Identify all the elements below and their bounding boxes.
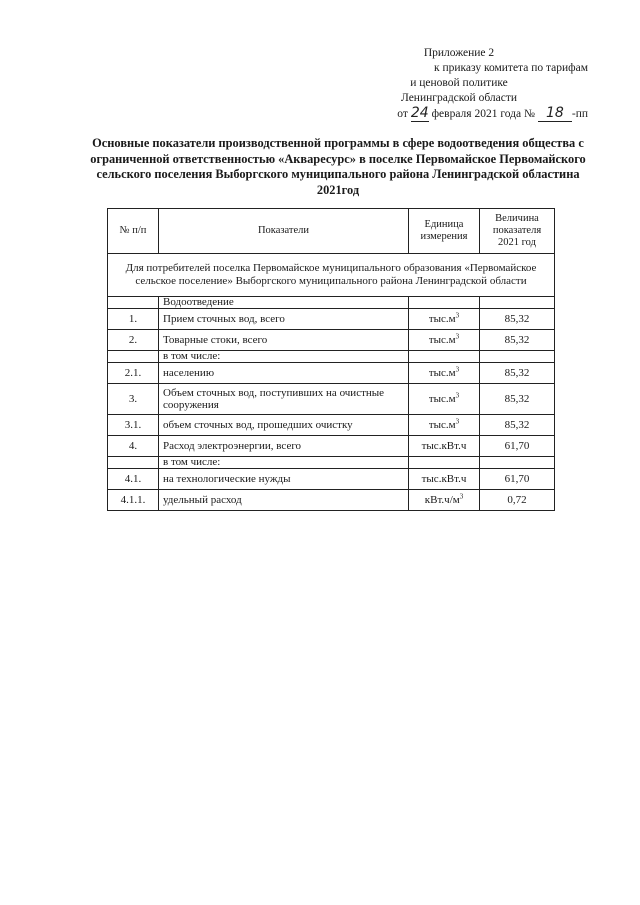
cell-unit-text: тыс.м (428, 393, 456, 405)
cell-num-text: 3.1. (124, 419, 142, 431)
cell-num-text: 3. (128, 393, 138, 405)
unit-superscript: 3 (455, 365, 460, 374)
cell-indicator (159, 415, 409, 436)
cell-indicator (159, 490, 409, 511)
table-header-row (108, 209, 555, 254)
cell-num (108, 309, 159, 330)
table-row (108, 490, 555, 511)
cell-num (108, 469, 159, 490)
unit-superscript: 3 (459, 492, 464, 501)
header-value: Величина показателя 2021 год (480, 209, 555, 254)
table-row (108, 309, 555, 330)
cell-indicator (159, 363, 409, 384)
date-suffix: -пп (571, 108, 588, 120)
cell-indicator (159, 469, 409, 490)
cell-unit (409, 351, 480, 363)
cell-value-text: 85,32 (504, 393, 530, 405)
cell-unit (409, 309, 480, 330)
unit-superscript: 3 (455, 417, 460, 426)
cell-indicator (159, 384, 409, 415)
cell-indicator-text: удельный расход (163, 494, 242, 506)
cell-value (480, 330, 555, 351)
appendix-block (348, 46, 588, 122)
header-num: № п/п (108, 209, 159, 254)
cell-num (108, 363, 159, 384)
cell-unit (409, 384, 480, 415)
table-row (108, 457, 555, 469)
cell-unit (409, 457, 480, 469)
cell-value (480, 490, 555, 511)
date-prefix: от (397, 108, 408, 120)
order-number-handwritten: 18 (538, 106, 572, 122)
cell-value (480, 436, 555, 457)
appendix-date-line (348, 106, 588, 122)
cell-value (480, 297, 555, 309)
cell-unit (409, 490, 480, 511)
cell-num (108, 490, 159, 511)
cell-indicator-text: Товарные стоки, всего (163, 334, 268, 346)
cell-unit-text: тыс.м (428, 367, 456, 379)
cell-num (108, 457, 159, 469)
cell-value-text: 85,32 (504, 313, 530, 325)
cell-num (108, 351, 159, 363)
table-row (108, 330, 555, 351)
cell-indicator-text: объем сточных вод, прошедших очистку (163, 419, 353, 431)
cell-indicator (159, 330, 409, 351)
cell-indicator (159, 309, 409, 330)
table-row (108, 415, 555, 436)
cell-num-text: 2. (128, 334, 138, 346)
cell-num (108, 436, 159, 457)
appendix-line-3: и ценовой политике (410, 77, 508, 89)
cell-value-text: 61,70 (504, 473, 530, 485)
cell-unit-text: кВт.ч/м (424, 494, 460, 506)
group-title: Для потребителей поселка Первомайское муниципального образования «Первомайское сельское поселение» Выборгского муниципального района Ленинградской области (108, 254, 555, 297)
cell-value (480, 457, 555, 469)
date-day-handwritten: 24 (410, 105, 429, 121)
cell-unit-text: тыс.кВт.ч (421, 473, 467, 485)
cell-unit-text: тыс.м (428, 419, 456, 431)
cell-indicator (159, 436, 409, 457)
cell-unit (409, 363, 480, 384)
cell-indicator-text: Расход электроэнергии, всего (163, 440, 302, 452)
cell-num-text: 4.1.1. (120, 494, 146, 506)
header-unit: Единица измерения (409, 209, 480, 254)
date-middle: февраля 2021 года № (431, 108, 535, 120)
cell-value-text: 85,32 (504, 419, 530, 431)
cell-indicator-text: в том числе: (163, 350, 221, 362)
cell-value (480, 351, 555, 363)
cell-unit (409, 297, 480, 309)
table-row (108, 469, 555, 490)
cell-unit (409, 330, 480, 351)
cell-value-text: 85,32 (504, 334, 530, 346)
cell-value (480, 384, 555, 415)
section-title: Водоотведение (159, 297, 409, 309)
cell-indicator-text: Прием сточных вод, всего (163, 313, 285, 325)
appendix-line-1: Приложение 2 (423, 47, 495, 59)
document-title: Основные показатели производственной программы в сфере водоотведения общества с ограниченной ответственностью «Акваресурс» в поселке Первомайское Первомайского сельского поселения Выборгского муниципального района Ленинградской областина 2021год (90, 136, 586, 197)
cell-num (108, 384, 159, 415)
header-indicator: Показатели (159, 209, 409, 254)
cell-value-text: 0,72 (507, 494, 527, 506)
group-title-row (108, 254, 555, 297)
cell-unit (409, 436, 480, 457)
cell-unit-text: тыс.кВт.ч (421, 440, 467, 452)
cell-value (480, 363, 555, 384)
cell-num-text: 4. (128, 440, 138, 452)
cell-indicator-text: в том числе: (163, 456, 221, 468)
cell-num-text: 1. (128, 313, 138, 325)
cell-indicator-text: населению (163, 367, 215, 379)
appendix-line-2: к приказу комитета по тарифам (434, 62, 588, 74)
cell-indicator (159, 351, 409, 363)
table-row (108, 436, 555, 457)
cell-indicator-text: Объем сточных вод, поступивших на очистные сооружения (163, 387, 385, 411)
cell-unit-text: тыс.м (428, 313, 456, 325)
cell-num (108, 297, 159, 309)
cell-value (480, 309, 555, 330)
cell-num (108, 415, 159, 436)
section-row (108, 297, 555, 309)
cell-indicator-text: на технологические нужды (163, 473, 291, 485)
table-row (108, 363, 555, 384)
cell-value-text: 85,32 (504, 367, 530, 379)
cell-num (108, 330, 159, 351)
cell-unit-text: тыс.м (428, 334, 456, 346)
cell-unit (409, 415, 480, 436)
appendix-line-4: Ленинградской области (400, 92, 518, 104)
cell-value (480, 415, 555, 436)
unit-superscript: 3 (455, 391, 460, 400)
unit-superscript: 3 (455, 311, 460, 320)
cell-value (480, 469, 555, 490)
cell-indicator (159, 457, 409, 469)
unit-superscript: 3 (455, 332, 460, 341)
cell-unit (409, 469, 480, 490)
table-row (108, 351, 555, 363)
cell-value-text: 61,70 (504, 440, 530, 452)
indicators-table (107, 208, 555, 511)
table-row (108, 384, 555, 415)
cell-num-text: 4.1. (124, 473, 142, 485)
cell-num-text: 2.1. (124, 367, 142, 379)
